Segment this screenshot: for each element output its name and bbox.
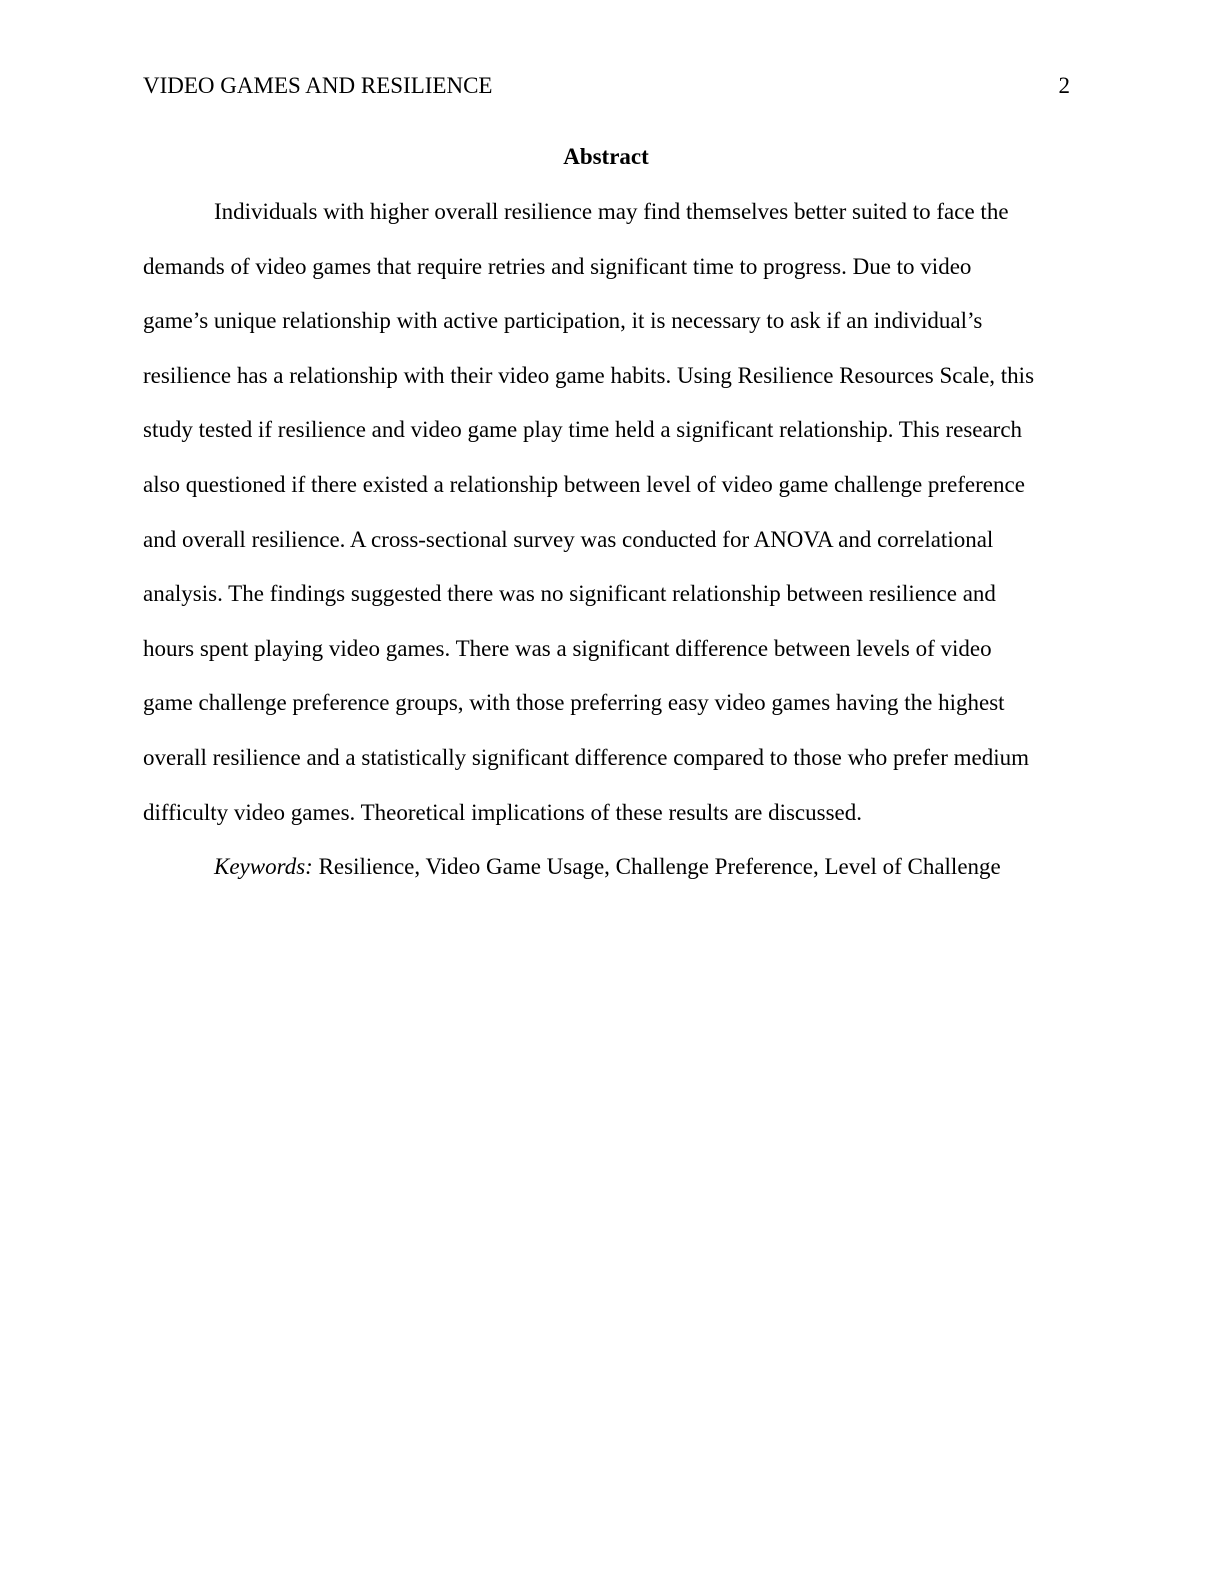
abstract-line-1: Individuals with higher overall resilience may find themselves better suited to face the [214, 199, 1009, 224]
keywords-label: Keywords: [214, 854, 313, 879]
abstract-line-9: hours spent playing video games. There was a significant difference between levels of video [143, 636, 992, 661]
abstract-heading: Abstract [563, 144, 649, 169]
abstract-line-11: overall resilience and a statistically significant difference compared to those who prefer medium [143, 745, 1030, 770]
abstract-line-2: demands of video games that require retries and significant time to progress. Due to video [143, 254, 972, 279]
abstract-line-8: analysis. The findings suggested there was no significant relationship between resilience and [143, 581, 996, 606]
abstract-line-4: resilience has a relationship with their video game habits. Using Resilience Resources Scale, this [143, 363, 1035, 388]
keywords-line [214, 852, 1001, 882]
abstract-line-6: also questioned if there existed a relationship between level of video game challenge preference [143, 472, 1025, 497]
abstract-line-3: game’s unique relationship with active participation, it is necessary to ask if an individual’s [143, 308, 983, 333]
keywords-text: Resilience, Video Game Usage, Challenge Preference, Level of Challenge [312, 854, 1001, 879]
abstract-line-10: game challenge preference groups, with those preferring easy video games having the highest [143, 690, 1005, 715]
page-number: 2 [1058, 73, 1070, 98]
abstract-line-5: study tested if resilience and video game play time held a significant relationship. This research [143, 417, 1023, 442]
abstract-line-7: and overall resilience. A cross-sectional survey was conducted for ANOVA and correlational [143, 527, 994, 552]
abstract-line-12: difficulty video games. Theoretical implications of these results are discussed. [143, 800, 862, 825]
running-head: VIDEO GAMES AND RESILIENCE [143, 73, 493, 98]
